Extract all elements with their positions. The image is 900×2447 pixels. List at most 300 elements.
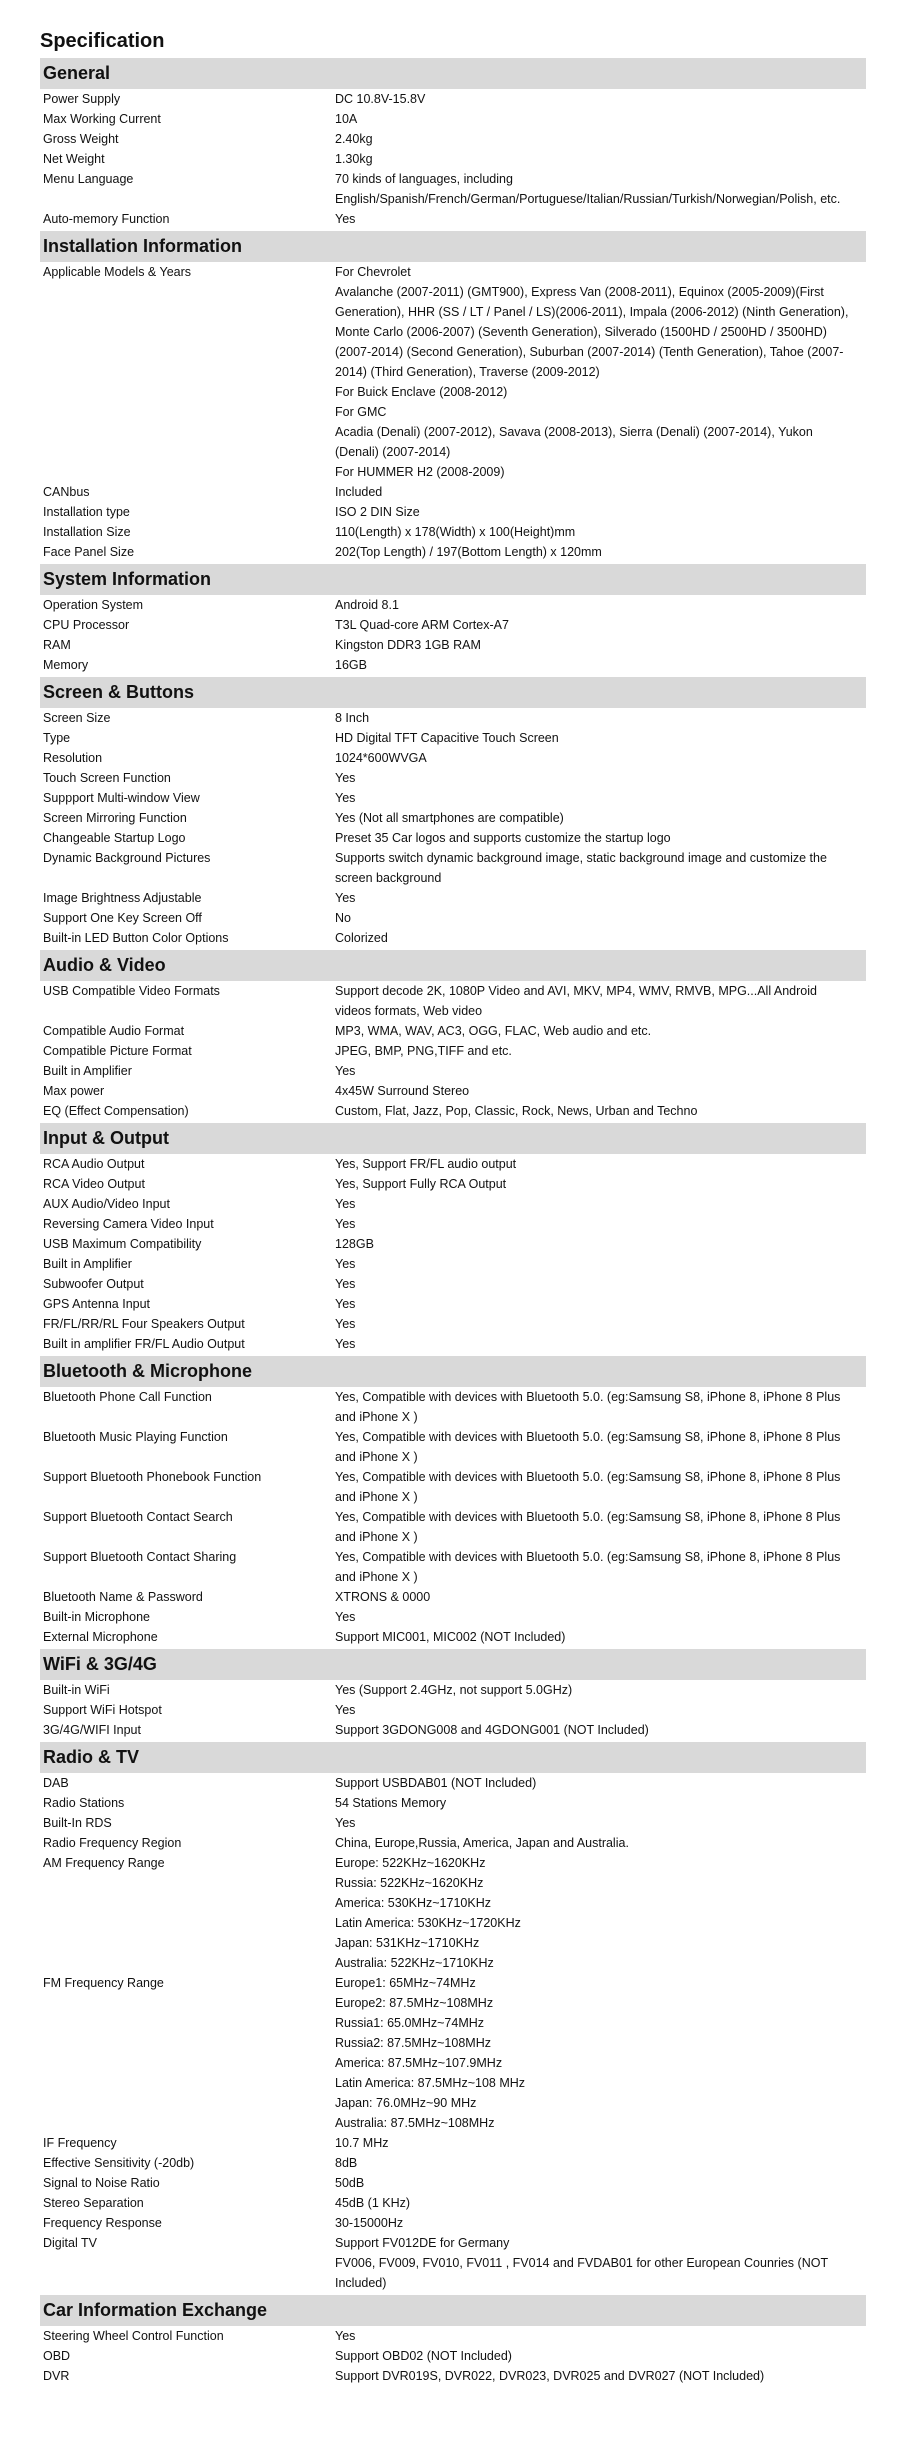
spec-label: Effective Sensitivity (-20db)	[43, 2156, 195, 2170]
spec-label: Radio Stations	[43, 1796, 125, 1810]
spec-value	[335, 109, 866, 129]
spec-value-line: Yes	[335, 1317, 356, 1331]
spec-label: Compatible Picture Format	[43, 1044, 192, 1058]
spec-label: FM Frequency Range	[43, 1976, 164, 1990]
spec-value-line: 110(Length) x 178(Width) x 100(Height)mm	[335, 525, 576, 539]
spec-value	[335, 1467, 866, 1507]
section-heading: WiFi & 3G/4G	[40, 1649, 866, 1680]
spec-label: EQ (Effect Compensation)	[43, 1104, 189, 1118]
spec-value	[335, 908, 866, 928]
spec-section	[40, 677, 866, 948]
spec-label: Applicable Models & Years	[43, 265, 192, 279]
spec-value-line: 1.30kg	[335, 152, 373, 166]
spec-value-line: For Chevrolet	[335, 265, 411, 279]
spec-section	[40, 1742, 866, 2293]
spec-value	[335, 2366, 866, 2386]
spec-value-line: T3L Quad-core ARM Cortex-A7	[335, 618, 509, 632]
spec-label: Radio Frequency Region	[43, 1836, 182, 1850]
spec-value-line: Yes	[335, 1297, 356, 1311]
spec-label: Changeable Startup Logo	[43, 831, 186, 845]
spec-value-line: DC 10.8V-15.8V	[335, 92, 426, 106]
section-heading: Bluetooth & Microphone	[40, 1356, 866, 1387]
spec-value-line: Support DVR019S, DVR022, DVR023, DVR025 and DVR027 (NOT Included)	[335, 2369, 765, 2383]
spec-value	[335, 1427, 866, 1467]
spec-value-line: Custom, Flat, Jazz, Pop, Classic, Rock, News, Urban and Techno	[335, 1104, 698, 1118]
spec-row	[40, 2133, 866, 2153]
spec-row	[40, 708, 866, 728]
spec-value-line: 10.7 MHz	[335, 2136, 389, 2150]
spec-row	[40, 1254, 866, 1274]
spec-label: Installation type	[43, 505, 130, 519]
spec-label: Screen Size	[43, 711, 111, 725]
spec-row	[40, 262, 866, 482]
spec-label: Memory	[43, 658, 89, 672]
spec-label: RCA Video Output	[43, 1177, 145, 1191]
spec-value-line: Preset 35 Car logos and supports customize the startup logo	[335, 831, 671, 845]
spec-label: Image Brightness Adjustable	[43, 891, 202, 905]
spec-row	[40, 1174, 866, 1194]
spec-value-line: Japan: 531KHz~1710KHz	[335, 1936, 480, 1950]
spec-value-line: Russia1: 65.0MHz~74MHz	[335, 2016, 485, 2030]
spec-label: Signal to Noise Ratio	[43, 2176, 160, 2190]
spec-value	[335, 848, 866, 888]
spec-value	[335, 1387, 866, 1427]
spec-row	[40, 1700, 866, 1720]
spec-value	[335, 1853, 866, 1973]
spec-value-line: China, Europe,Russia, America, Japan and Australia.	[335, 1836, 629, 1850]
spec-label: Screen Mirroring Function	[43, 811, 187, 825]
spec-value-line: Yes, Support FR/FL audio output	[335, 1157, 517, 1171]
spec-label: Bluetooth Music Playing Function	[43, 1430, 228, 1444]
spec-value-line: Colorized	[335, 931, 388, 945]
spec-value-line: 1024*600WVGA	[335, 751, 427, 765]
spec-value-line: XTRONS & 0000	[335, 1590, 431, 1604]
spec-label: USB Maximum Compatibility	[43, 1237, 202, 1251]
spec-value	[335, 1720, 866, 1740]
spec-row	[40, 2346, 866, 2366]
section-heading: General	[40, 58, 866, 89]
spec-value	[335, 1793, 866, 1813]
spec-value	[335, 2326, 866, 2346]
spec-row	[40, 502, 866, 522]
spec-value	[335, 149, 866, 169]
spec-value	[335, 2346, 866, 2366]
spec-row	[40, 1021, 866, 1041]
page-title: Specification	[40, 30, 165, 52]
spec-value	[335, 209, 866, 229]
spec-label: Installation Size	[43, 525, 131, 539]
spec-value-line: Europe: 522KHz~1620KHz	[335, 1856, 486, 1870]
spec-value-line: Yes	[335, 212, 356, 226]
spec-row	[40, 1334, 866, 1354]
spec-value	[335, 169, 866, 209]
spec-value	[335, 1547, 866, 1587]
spec-label: Touch Screen Function	[43, 771, 171, 785]
spec-value	[335, 981, 866, 1021]
spec-value	[335, 748, 866, 768]
spec-value	[335, 1101, 866, 1121]
section-heading: Installation Information	[40, 231, 866, 262]
spec-label: Digital TV	[43, 2236, 97, 2250]
spec-value	[335, 1274, 866, 1294]
spec-label: Operation System	[43, 598, 144, 612]
spec-row	[40, 828, 866, 848]
spec-value	[335, 1174, 866, 1194]
spec-value-line: Yes	[335, 1610, 356, 1624]
spec-row	[40, 655, 866, 675]
spec-value-line: Support USBDAB01 (NOT Included)	[335, 1776, 537, 1790]
spec-label: RAM	[43, 638, 71, 652]
spec-label: CANbus	[43, 485, 90, 499]
spec-value-line: America: 530KHz~1710KHz	[335, 1896, 491, 1910]
spec-value-line: Europe1: 65MHz~74MHz	[335, 1976, 476, 1990]
spec-label: GPS Antenna Input	[43, 1297, 151, 1311]
spec-label: USB Compatible Video Formats	[43, 984, 220, 998]
spec-value	[335, 708, 866, 728]
spec-label: IF Frequency	[43, 2136, 117, 2150]
spec-value	[335, 262, 866, 482]
spec-value-line: JPEG, BMP, PNG,TIFF and etc.	[335, 1044, 512, 1058]
spec-value	[335, 2213, 866, 2233]
spec-label: DVR	[43, 2369, 70, 2383]
spec-value-line: Russia: 522KHz~1620KHz	[335, 1876, 484, 1890]
spec-value	[335, 768, 866, 788]
spec-label: Built in Amplifier	[43, 1257, 132, 1271]
spec-value	[335, 2233, 866, 2293]
spec-row	[40, 615, 866, 635]
spec-row	[40, 522, 866, 542]
spec-value-line: 45dB (1 KHz)	[335, 2196, 411, 2210]
spec-label: Suppport Multi-window View	[43, 791, 200, 805]
spec-row	[40, 129, 866, 149]
spec-value-line: Yes	[335, 1703, 356, 1717]
spec-value-line: 50dB	[335, 2176, 365, 2190]
spec-value	[335, 2173, 866, 2193]
spec-value-line: Yes	[335, 771, 356, 785]
spec-label: Built in Amplifier	[43, 1064, 132, 1078]
spec-row	[40, 2213, 866, 2233]
spec-value-line: Yes, Compatible with devices with Bluetooth 5.0. (eg:Samsung S8, iPhone 8, iPhone 8 Plus and iPhone X )	[335, 1390, 841, 1424]
spec-row	[40, 888, 866, 908]
spec-value	[335, 1627, 866, 1647]
spec-value-line: Support decode 2K, 1080P Video and AVI, MKV, MP4, WMV, RMVB, MPG...All Android videos formats, Web video	[335, 984, 817, 1018]
spec-label: OBD	[43, 2349, 71, 2363]
spec-value-line: Yes (Support 2.4GHz, not support 5.0GHz)	[335, 1683, 573, 1697]
spec-value-line: Russia2: 87.5MHz~108MHz	[335, 2036, 491, 2050]
section-heading: Car Information Exchange	[40, 2295, 866, 2326]
spec-value	[335, 2153, 866, 2173]
spec-label: Built-in WiFi	[43, 1683, 110, 1697]
spec-value	[335, 1700, 866, 1720]
spec-value-line: Yes	[335, 1217, 356, 1231]
spec-value	[335, 1021, 866, 1041]
spec-label: AUX Audio/Video Input	[43, 1197, 170, 1211]
spec-value-line: Yes	[335, 1064, 356, 1078]
spec-label: Net Weight	[43, 152, 105, 166]
spec-value-line: Kingston DDR3 1GB RAM	[335, 638, 481, 652]
spec-row	[40, 1387, 866, 1427]
spec-value-line: Yes	[335, 2329, 356, 2343]
spec-value-line: Europe2: 87.5MHz~108MHz	[335, 1996, 494, 2010]
specification-document	[40, 26, 866, 2386]
spec-value-line: For Buick Enclave (2008-2012)	[335, 385, 508, 399]
spec-row	[40, 1813, 866, 1833]
spec-value	[335, 1587, 866, 1607]
spec-value	[335, 1680, 866, 1700]
spec-row	[40, 768, 866, 788]
spec-row	[40, 1720, 866, 1740]
spec-label: External Microphone	[43, 1630, 158, 1644]
spec-value	[335, 728, 866, 748]
spec-value	[335, 502, 866, 522]
spec-value	[335, 542, 866, 562]
spec-value-line: 8 Inch	[335, 711, 370, 725]
spec-label: Built in amplifier FR/FL Audio Output	[43, 1337, 245, 1351]
spec-value	[335, 1813, 866, 1833]
spec-value-line: ISO 2 DIN Size	[335, 505, 420, 519]
spec-row	[40, 149, 866, 169]
spec-value-line: Included	[335, 485, 383, 499]
spec-row	[40, 981, 866, 1021]
spec-value-line: Yes	[335, 891, 356, 905]
spec-value-line: Yes	[335, 1197, 356, 1211]
spec-label: Subwoofer Output	[43, 1277, 144, 1291]
spec-value-line: For HUMMER H2 (2008-2009)	[335, 465, 505, 479]
spec-section	[40, 950, 866, 1121]
spec-value-line: HD Digital TFT Capacitive Touch Screen	[335, 731, 559, 745]
spec-section	[40, 231, 866, 562]
spec-value-line: 2.40kg	[335, 132, 373, 146]
spec-row	[40, 2153, 866, 2173]
spec-label: Built-In RDS	[43, 1816, 112, 1830]
spec-row	[40, 808, 866, 828]
spec-label: FR/FL/RR/RL Four Speakers Output	[43, 1317, 245, 1331]
spec-value	[335, 482, 866, 502]
spec-value-line: MP3, WMA, WAV, AC3, OGG, FLAC, Web audio and etc.	[335, 1024, 652, 1038]
spec-label: Support Bluetooth Contact Sharing	[43, 1550, 237, 1564]
spec-section	[40, 1649, 866, 1740]
spec-sections	[40, 58, 866, 2386]
spec-label: Steering Wheel Control Function	[43, 2329, 224, 2343]
spec-row	[40, 1773, 866, 1793]
spec-label: Gross Weight	[43, 132, 119, 146]
spec-value-line: 8dB	[335, 2156, 358, 2170]
spec-value	[335, 788, 866, 808]
spec-value-line: Yes, Compatible with devices with Bluetooth 5.0. (eg:Samsung S8, iPhone 8, iPhone 8 Plus and iPhone X )	[335, 1430, 841, 1464]
spec-label: Reversing Camera Video Input	[43, 1217, 214, 1231]
spec-row	[40, 848, 866, 888]
spec-label: Built-in Microphone	[43, 1610, 150, 1624]
spec-row	[40, 2366, 866, 2386]
spec-label: Dynamic Background Pictures	[43, 851, 211, 865]
spec-value	[335, 1041, 866, 1061]
spec-section	[40, 58, 866, 229]
spec-label: RCA Audio Output	[43, 1157, 145, 1171]
spec-label: Support Bluetooth Contact Search	[43, 1510, 233, 1524]
spec-label: Auto-memory Function	[43, 212, 170, 226]
spec-value-line: Australia: 87.5MHz~108MHz	[335, 2116, 495, 2130]
spec-label: Built-in LED Button Color Options	[43, 931, 229, 945]
spec-row	[40, 1154, 866, 1174]
spec-value-line: No	[335, 911, 351, 925]
spec-row	[40, 1507, 866, 1547]
spec-label: Frequency Response	[43, 2216, 162, 2230]
spec-value	[335, 1507, 866, 1547]
spec-value	[335, 1214, 866, 1234]
spec-value-line: 54 Stations Memory	[335, 1796, 447, 1810]
spec-row	[40, 728, 866, 748]
spec-value	[335, 1154, 866, 1174]
spec-value	[335, 808, 866, 828]
spec-label: Power Supply	[43, 92, 121, 106]
spec-label: CPU Processor	[43, 618, 130, 632]
spec-label: Face Panel Size	[43, 545, 135, 559]
spec-row	[40, 1680, 866, 1700]
spec-label: Compatible Audio Format	[43, 1024, 185, 1038]
spec-value	[335, 1234, 866, 1254]
spec-value-line: 10A	[335, 112, 358, 126]
spec-row	[40, 89, 866, 109]
spec-value-line: America: 87.5MHz~107.9MHz	[335, 2056, 503, 2070]
spec-value	[335, 1294, 866, 1314]
spec-value-line: Yes, Compatible with devices with Bluetooth 5.0. (eg:Samsung S8, iPhone 8, iPhone 8 Plus and iPhone X )	[335, 1550, 841, 1584]
spec-label: Menu Language	[43, 172, 134, 186]
spec-value-line: Supports switch dynamic background image, static background image and customize the screen background	[335, 851, 827, 885]
spec-value	[335, 828, 866, 848]
spec-value	[335, 928, 866, 948]
spec-label: Support One Key Screen Off	[43, 911, 202, 925]
spec-row	[40, 928, 866, 948]
spec-row	[40, 1061, 866, 1081]
spec-row	[40, 482, 866, 502]
spec-value-line: Support 3GDONG008 and 4GDONG001 (NOT Included)	[335, 1723, 649, 1737]
spec-value-line: Yes, Compatible with devices with Bluetooth 5.0. (eg:Samsung S8, iPhone 8, iPhone 8 Plus and iPhone X )	[335, 1470, 841, 1504]
spec-row	[40, 1101, 866, 1121]
spec-label: Type	[43, 731, 71, 745]
spec-value-line: Acadia (Denali) (2007-2012), Savava (2008-2013), Sierra (Denali) (2007-2014), Yukon (Denali) (2007-2014)	[335, 425, 813, 459]
spec-value	[335, 1254, 866, 1274]
spec-row	[40, 748, 866, 768]
spec-row	[40, 1853, 866, 1973]
spec-row	[40, 788, 866, 808]
spec-label: 3G/4G/WIFI Input	[43, 1723, 141, 1737]
section-heading: Radio & TV	[40, 1742, 866, 1773]
spec-row	[40, 1081, 866, 1101]
spec-row	[40, 1294, 866, 1314]
spec-value	[335, 1081, 866, 1101]
spec-value-line: Yes	[335, 791, 356, 805]
spec-row	[40, 1587, 866, 1607]
section-heading: Audio & Video	[40, 950, 866, 981]
spec-row	[40, 542, 866, 562]
spec-value-line: Support OBD02 (NOT Included)	[335, 2349, 512, 2363]
spec-value-line: 30-15000Hz	[335, 2216, 404, 2230]
spec-row	[40, 209, 866, 229]
spec-value	[335, 1607, 866, 1627]
spec-row	[40, 635, 866, 655]
spec-row	[40, 2233, 866, 2293]
spec-row	[40, 1833, 866, 1853]
spec-value	[335, 129, 866, 149]
spec-row	[40, 1041, 866, 1061]
spec-value-line: 70 kinds of languages, including English/Spanish/French/German/Portuguese/Italian/Russian/Turkish/Norwegian/Polish, etc.	[335, 172, 841, 206]
section-heading: Input & Output	[40, 1123, 866, 1154]
spec-value	[335, 1061, 866, 1081]
spec-value-line: Yes	[335, 1337, 356, 1351]
spec-value-line: 202(Top Length) / 197(Bottom Length) x 120mm	[335, 545, 602, 559]
spec-row	[40, 2173, 866, 2193]
spec-row	[40, 1627, 866, 1647]
spec-value	[335, 1973, 866, 2133]
spec-value-line: Yes	[335, 1257, 356, 1271]
spec-label: Max Working Current	[43, 112, 161, 126]
spec-value-line: Avalanche (2007-2011) (GMT900), Express Van (2008-2011), Equinox (2005-2009)(First Generation), HHR (SS / LT / Panel / LS)(2006-2011), Impala (2006-2012) (Ninth Generation), Monte Carlo (2006-2007) (Seventh Generation), Silverado (1500HD / 2500HD / 3500HD) (2007-2014) (Second Generation), Suburban (2007-2014) (Tenth Generation), Tahoe (2007-2014) (Third Generation), Traverse (2009-2012)	[335, 285, 849, 379]
spec-value	[335, 888, 866, 908]
section-heading: System Information	[40, 564, 866, 595]
spec-section	[40, 2295, 866, 2386]
spec-value-line: Yes	[335, 1816, 356, 1830]
spec-value-line: 4x45W Surround Stereo	[335, 1084, 470, 1098]
spec-value-line: Support MIC001, MIC002 (NOT Included)	[335, 1630, 566, 1644]
spec-label: Stereo Separation	[43, 2196, 144, 2210]
spec-value-line: Support FV012DE for Germany	[335, 2236, 510, 2250]
spec-value	[335, 615, 866, 635]
spec-row	[40, 908, 866, 928]
spec-label: AM Frequency Range	[43, 1856, 165, 1870]
spec-value-line: Yes (Not all smartphones are compatible)	[335, 811, 564, 825]
spec-label: Max power	[43, 1084, 105, 1098]
spec-value	[335, 522, 866, 542]
spec-row	[40, 1607, 866, 1627]
spec-row	[40, 1274, 866, 1294]
spec-value	[335, 1833, 866, 1853]
spec-section	[40, 1356, 866, 1647]
section-heading: Screen & Buttons	[40, 677, 866, 708]
spec-value-line: Australia: 522KHz~1710KHz	[335, 1956, 494, 1970]
spec-value-line: 128GB	[335, 1237, 374, 1251]
spec-section	[40, 1123, 866, 1354]
spec-value	[335, 2133, 866, 2153]
spec-row	[40, 2326, 866, 2346]
spec-row	[40, 1214, 866, 1234]
spec-row	[40, 1427, 866, 1467]
spec-label: Support WiFi Hotspot	[43, 1703, 162, 1717]
spec-row	[40, 1234, 866, 1254]
spec-value	[335, 1773, 866, 1793]
spec-value-line: Yes, Support Fully RCA Output	[335, 1177, 507, 1191]
spec-value	[335, 89, 866, 109]
spec-row	[40, 1547, 866, 1587]
spec-label: Support Bluetooth Phonebook Function	[43, 1470, 262, 1484]
spec-value	[335, 1334, 866, 1354]
spec-value	[335, 1194, 866, 1214]
spec-value	[335, 635, 866, 655]
spec-value-line: For GMC	[335, 405, 387, 419]
spec-value	[335, 595, 866, 615]
spec-section	[40, 564, 866, 675]
spec-label: DAB	[43, 1776, 69, 1790]
spec-value	[335, 655, 866, 675]
spec-value	[335, 2193, 866, 2213]
spec-value-line: Yes, Compatible with devices with Bluetooth 5.0. (eg:Samsung S8, iPhone 8, iPhone 8 Plus and iPhone X )	[335, 1510, 841, 1544]
spec-row	[40, 169, 866, 209]
spec-value-line: Latin America: 87.5MHz~108 MHz	[335, 2076, 526, 2090]
spec-row	[40, 1973, 866, 2133]
spec-row	[40, 2193, 866, 2213]
spec-value-line: Android 8.1	[335, 598, 399, 612]
spec-row	[40, 1194, 866, 1214]
spec-label: Bluetooth Phone Call Function	[43, 1390, 212, 1404]
